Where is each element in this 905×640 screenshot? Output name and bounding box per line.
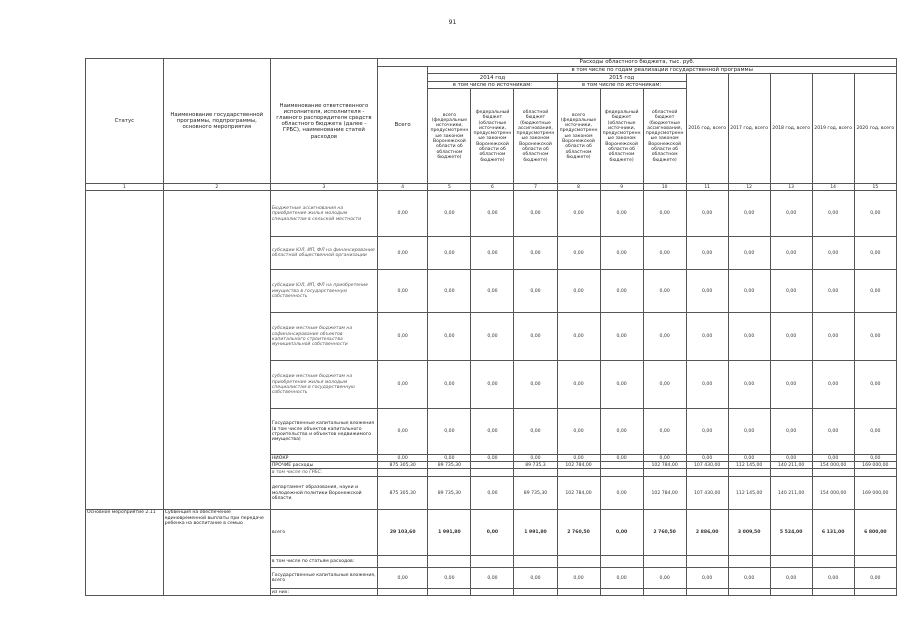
empty-cell bbox=[770, 469, 812, 477]
value-cell: 5 524,00 bbox=[770, 510, 812, 556]
value-cell: 0,00 bbox=[812, 568, 854, 589]
header-2020: 2020 год, всего bbox=[854, 74, 896, 184]
value-cell: 0,00 bbox=[428, 455, 471, 462]
value-cell: 0,00 bbox=[377, 409, 427, 455]
row-label: субсидии местным бюджетам на приобретение жилья молодым специалистам в государственную собственность bbox=[270, 361, 377, 409]
value-cell: 0,00 bbox=[812, 455, 854, 462]
value-cell: 0,00 bbox=[557, 237, 600, 270]
value-cell: 0,00 bbox=[600, 191, 643, 237]
column-number: 13 bbox=[770, 184, 812, 191]
value-cell: 0,00 bbox=[854, 409, 896, 455]
value-cell: 0,00 bbox=[377, 361, 427, 409]
column-number: 14 bbox=[812, 184, 854, 191]
value-cell: 0,00 bbox=[686, 191, 728, 237]
value-cell: 0,00 bbox=[728, 568, 770, 589]
empty-cell bbox=[428, 469, 471, 477]
empty-cell bbox=[377, 556, 427, 568]
value-cell: 0,00 bbox=[471, 237, 514, 270]
value-cell: 0,00 bbox=[377, 455, 427, 462]
table-row-main-activity bbox=[86, 510, 897, 556]
empty-cell bbox=[770, 589, 812, 596]
value-cell: 0,00 bbox=[377, 313, 427, 361]
empty-cell bbox=[643, 556, 686, 568]
value-cell: 875 305,30 bbox=[377, 462, 427, 469]
value-cell: 0,00 bbox=[686, 313, 728, 361]
empty-cell bbox=[514, 469, 557, 477]
empty-cell bbox=[600, 589, 643, 596]
value-cell: 0,00 bbox=[471, 510, 514, 556]
value-cell: 0,00 bbox=[728, 237, 770, 270]
empty-cell bbox=[686, 589, 728, 596]
value-cell: 0,00 bbox=[377, 568, 427, 589]
value-cell: 0,00 bbox=[428, 270, 471, 313]
empty-cell bbox=[557, 589, 600, 596]
value-cell: 0,00 bbox=[428, 361, 471, 409]
value-cell: 154 000,00 bbox=[812, 477, 854, 510]
row-label: субсидии местным бюджетам на софинансирование объектов капитального строительства муниципальной собственности bbox=[270, 313, 377, 361]
department-label: департамент образования, науки и молодежной политики Воронежской области bbox=[270, 477, 377, 510]
value-cell: 89 735,3 bbox=[514, 462, 557, 469]
header-2015-federal-all: всего (федеральные источники, предусмотренные законом Воронежской области об областном бюджете) bbox=[557, 89, 600, 184]
value-cell: 0,00 bbox=[728, 191, 770, 237]
value-cell: 0,00 bbox=[643, 361, 686, 409]
value-cell: 0,00 bbox=[770, 568, 812, 589]
value-cell: 0,00 bbox=[471, 409, 514, 455]
value-cell: 0,00 bbox=[428, 409, 471, 455]
value-cell bbox=[600, 462, 643, 469]
row-label: субсидии ЮЛ, ИП, ФЛ на приобретение имущества в государственную собственность bbox=[270, 270, 377, 313]
incl-articles-label: в том числе по статьям расходов: bbox=[270, 556, 377, 568]
empty-cell bbox=[471, 556, 514, 568]
value-cell: 0,00 bbox=[600, 270, 643, 313]
value-cell: 102 784,00 bbox=[557, 462, 600, 469]
header-sources-2015: в том числе по источникам: bbox=[557, 82, 686, 89]
header-2017: 2017 год, всего bbox=[728, 74, 770, 184]
value-cell: 112 145,00 bbox=[728, 462, 770, 469]
value-cell: 0,00 bbox=[812, 313, 854, 361]
value-cell: 0,00 bbox=[854, 237, 896, 270]
header-year-2014: 2014 год bbox=[428, 74, 557, 82]
value-cell: 0,00 bbox=[600, 361, 643, 409]
empty-cell bbox=[854, 556, 896, 568]
main-activity-status: Основное мероприятие 2.11 bbox=[86, 510, 164, 596]
header-sources-2014: в том числе по источникам: bbox=[428, 82, 557, 89]
value-cell: 0,00 bbox=[770, 455, 812, 462]
value-cell: 0,00 bbox=[812, 361, 854, 409]
page-number: 91 bbox=[448, 19, 457, 26]
value-cell: 6 131,00 bbox=[812, 510, 854, 556]
empty-cell bbox=[471, 469, 514, 477]
value-cell: 29 103,60 bbox=[377, 510, 427, 556]
value-cell: 0,00 bbox=[428, 568, 471, 589]
value-cell: 0,00 bbox=[643, 270, 686, 313]
value-cell: 0,00 bbox=[770, 409, 812, 455]
budget-table bbox=[85, 58, 897, 596]
value-cell: 0,00 bbox=[728, 313, 770, 361]
value-cell: 0,00 bbox=[770, 361, 812, 409]
value-cell: 0,00 bbox=[686, 568, 728, 589]
program-cell-blank bbox=[163, 191, 270, 510]
empty-cell bbox=[728, 469, 770, 477]
value-cell: 0,00 bbox=[728, 361, 770, 409]
column-number: 3 bbox=[270, 184, 377, 191]
empty-cell bbox=[643, 589, 686, 596]
iz-nih-label: из них: bbox=[270, 589, 377, 596]
column-number: 15 bbox=[854, 184, 896, 191]
column-number: 10 bbox=[643, 184, 686, 191]
empty-cell bbox=[600, 469, 643, 477]
value-cell: 0,00 bbox=[514, 361, 557, 409]
column-number: 9 bbox=[600, 184, 643, 191]
value-cell: 154 000,00 bbox=[812, 462, 854, 469]
value-cell: 0,00 bbox=[770, 270, 812, 313]
empty-cell bbox=[377, 469, 427, 477]
empty-cell bbox=[686, 469, 728, 477]
empty-cell bbox=[514, 589, 557, 596]
value-cell: 0,00 bbox=[514, 237, 557, 270]
value-cell: 0,00 bbox=[643, 568, 686, 589]
main-activity-name: Субвенция на обеспечение единовременной выплаты при передаче ребенка на воспитание в семью bbox=[163, 510, 270, 596]
value-cell: 0,00 bbox=[514, 191, 557, 237]
column-number: 12 bbox=[728, 184, 770, 191]
value-cell: 102 784,00 bbox=[643, 462, 686, 469]
empty-cell bbox=[428, 556, 471, 568]
value-cell: 89 735,30 bbox=[428, 477, 471, 510]
value-cell: 0,00 bbox=[812, 191, 854, 237]
value-cell: 0,00 bbox=[770, 237, 812, 270]
value-cell: 0,00 bbox=[428, 191, 471, 237]
value-cell: 0,00 bbox=[557, 270, 600, 313]
value-cell: 0,00 bbox=[557, 455, 600, 462]
empty-cell bbox=[377, 589, 427, 596]
value-cell: 0,00 bbox=[471, 191, 514, 237]
value-cell: 0,00 bbox=[514, 313, 557, 361]
header-year-2015: 2015 год bbox=[557, 74, 686, 82]
value-cell: 0,00 bbox=[728, 409, 770, 455]
column-number: 1 bbox=[86, 184, 164, 191]
column-number: 5 bbox=[428, 184, 471, 191]
value-cell: 169 000,00 bbox=[854, 477, 896, 510]
value-cell: 0,00 bbox=[728, 270, 770, 313]
value-cell: 0,00 bbox=[600, 455, 643, 462]
value-cell: 0,00 bbox=[471, 270, 514, 313]
value-cell: 0,00 bbox=[428, 237, 471, 270]
empty-cell bbox=[728, 556, 770, 568]
value-cell: 0,00 bbox=[471, 455, 514, 462]
value-cell: 112 145,00 bbox=[728, 477, 770, 510]
header-program-name: Наименование государственной программы, подпрограммы, основного мероприятия bbox=[163, 59, 270, 184]
value-cell: 0,00 bbox=[854, 361, 896, 409]
value-cell: 3 009,50 bbox=[728, 510, 770, 556]
header-status: Статус bbox=[86, 59, 164, 184]
value-cell: 0,00 bbox=[686, 270, 728, 313]
empty-cell bbox=[812, 556, 854, 568]
gov-capital-label: Государственные капитальные вложения, всего bbox=[270, 568, 377, 589]
value-cell: 0,00 bbox=[812, 409, 854, 455]
prochie-label: ПРОЧИЕ расходы bbox=[270, 462, 377, 469]
value-cell: 0,00 bbox=[557, 313, 600, 361]
value-cell: 0,00 bbox=[770, 313, 812, 361]
value-cell: 0,00 bbox=[643, 237, 686, 270]
header-responsible: Наименование ответственного исполнителя, исполнителя - главного распорядителя средств областного бюджета (далее - ГРБС), наименование статей расходов bbox=[270, 59, 377, 184]
header-2015-federal-budget: федеральный бюджет (областные источники, предусмотренные законом Воронежской области об областном бюджете) bbox=[600, 89, 643, 184]
value-cell: 0,00 bbox=[377, 270, 427, 313]
value-cell: 0,00 bbox=[770, 191, 812, 237]
value-cell: 0,00 bbox=[600, 477, 643, 510]
value-cell: 107 430,00 bbox=[686, 477, 728, 510]
incl-grbs-label: в том числе по ГРБС: bbox=[270, 469, 377, 477]
value-cell: 0,00 bbox=[854, 270, 896, 313]
value-cell: 2 886,00 bbox=[686, 510, 728, 556]
value-cell: 89 735,30 bbox=[428, 462, 471, 469]
empty-cell bbox=[686, 556, 728, 568]
value-cell: 6 800,00 bbox=[854, 510, 896, 556]
value-cell bbox=[471, 462, 514, 469]
budget-table-sheet bbox=[85, 58, 897, 596]
value-cell: 0,00 bbox=[812, 237, 854, 270]
value-cell: 0,00 bbox=[686, 409, 728, 455]
value-cell: 0,00 bbox=[728, 455, 770, 462]
empty-cell bbox=[514, 556, 557, 568]
value-cell: 0,00 bbox=[600, 313, 643, 361]
table-row bbox=[86, 191, 897, 237]
empty-cell bbox=[854, 589, 896, 596]
value-cell: 140 211,00 bbox=[770, 477, 812, 510]
column-number: 4 bbox=[377, 184, 427, 191]
column-number: 6 bbox=[471, 184, 514, 191]
value-cell: 2 760,50 bbox=[557, 510, 600, 556]
header-2014-federal-budget: федеральный бюджет (областные источники, предусмотренные законом Воронежской области об областном бюджете) bbox=[471, 89, 514, 184]
value-cell: 102 784,00 bbox=[557, 477, 600, 510]
value-cell: 0,00 bbox=[854, 313, 896, 361]
column-number: 11 bbox=[686, 184, 728, 191]
column-number: 7 bbox=[514, 184, 557, 191]
value-cell: 0,00 bbox=[643, 313, 686, 361]
empty-cell bbox=[854, 469, 896, 477]
header-spending-title: Расходы областного бюджета, тыс. руб. bbox=[377, 59, 896, 67]
value-cell: 107 430,00 bbox=[686, 462, 728, 469]
value-cell: 0,00 bbox=[854, 191, 896, 237]
value-cell: 102 784,00 bbox=[643, 477, 686, 510]
empty-cell bbox=[428, 589, 471, 596]
empty-cell bbox=[770, 556, 812, 568]
value-cell: 169 000,00 bbox=[854, 462, 896, 469]
value-cell: 0,00 bbox=[812, 270, 854, 313]
row-label: Государственные капитальные вложения (в том числе объектов капитального строительства и объектов недвижимого имущества) bbox=[270, 409, 377, 455]
value-cell: 0,00 bbox=[643, 191, 686, 237]
value-cell: 0,00 bbox=[471, 361, 514, 409]
column-numbers-row bbox=[86, 184, 897, 191]
empty-cell bbox=[600, 556, 643, 568]
value-cell: 0,00 bbox=[686, 237, 728, 270]
status-cell-blank bbox=[86, 191, 164, 510]
column-number: 2 bbox=[163, 184, 270, 191]
row-label: субсидии ЮЛ, ИП, ФЛ на финансирование областной общественной организации bbox=[270, 237, 377, 270]
value-cell: 0,00 bbox=[471, 568, 514, 589]
header-2014-federal-all: всего (федеральные источники, предусмотренные законом Воронежской области об областном бюджете) bbox=[428, 89, 471, 184]
value-cell: 0,00 bbox=[514, 409, 557, 455]
value-cell: 875 305,30 bbox=[377, 477, 427, 510]
value-cell: 0,00 bbox=[686, 361, 728, 409]
value-cell: 0,00 bbox=[854, 455, 896, 462]
main-activity-total-label: всего bbox=[270, 510, 377, 556]
value-cell: 0,00 bbox=[514, 270, 557, 313]
value-cell: 0,00 bbox=[471, 477, 514, 510]
empty-cell bbox=[812, 469, 854, 477]
value-cell: 140 211,00 bbox=[770, 462, 812, 469]
value-cell: 0,00 bbox=[557, 361, 600, 409]
value-cell: 89 735,30 bbox=[514, 477, 557, 510]
empty-cell bbox=[557, 556, 600, 568]
value-cell: 2 760,50 bbox=[643, 510, 686, 556]
value-cell: 0,00 bbox=[377, 191, 427, 237]
value-cell: 0,00 bbox=[643, 409, 686, 455]
value-cell: 0,00 bbox=[557, 409, 600, 455]
header-2018: 2018 год, всего bbox=[770, 74, 812, 184]
value-cell: 0,00 bbox=[600, 568, 643, 589]
empty-cell bbox=[471, 589, 514, 596]
value-cell: 0,00 bbox=[428, 313, 471, 361]
header-total: Всего bbox=[377, 67, 427, 184]
value-cell: 0,00 bbox=[643, 455, 686, 462]
value-cell: 0,00 bbox=[471, 313, 514, 361]
value-cell: 1 991,80 bbox=[514, 510, 557, 556]
value-cell: 0,00 bbox=[377, 237, 427, 270]
empty-cell bbox=[728, 589, 770, 596]
value-cell: 0,00 bbox=[854, 568, 896, 589]
header-2014-regional-budget: областной бюджет (бюджетные ассигнования, предусмотренные законом Воронежской области об областном бюджете) bbox=[514, 89, 557, 184]
empty-cell bbox=[557, 469, 600, 477]
empty-cell bbox=[812, 589, 854, 596]
row-label: Бюджетные ассигнования на приобретение жилья молодым специалистам в сельской местности bbox=[270, 191, 377, 237]
header-2016: 2016 год, всего bbox=[686, 74, 728, 184]
value-cell: 0,00 bbox=[600, 237, 643, 270]
value-cell: 0,00 bbox=[600, 510, 643, 556]
header-by-years: в том числе по годам реализации государственной программы bbox=[428, 67, 897, 74]
value-cell: 0,00 bbox=[514, 455, 557, 462]
value-cell: 1 991,80 bbox=[428, 510, 471, 556]
value-cell: 0,00 bbox=[514, 568, 557, 589]
value-cell: 0,00 bbox=[557, 191, 600, 237]
value-cell: 0,00 bbox=[686, 455, 728, 462]
header-2015-regional-budget: областной бюджет (бюджетные ассигнования, предусмотренные законом Воронежской области об областном бюджете) bbox=[643, 89, 686, 184]
niokr-label: НИОКР bbox=[270, 455, 377, 462]
header-2019: 2019 год, всего bbox=[812, 74, 854, 184]
column-number: 8 bbox=[557, 184, 600, 191]
value-cell: 0,00 bbox=[557, 568, 600, 589]
value-cell: 0,00 bbox=[600, 409, 643, 455]
empty-cell bbox=[643, 469, 686, 477]
